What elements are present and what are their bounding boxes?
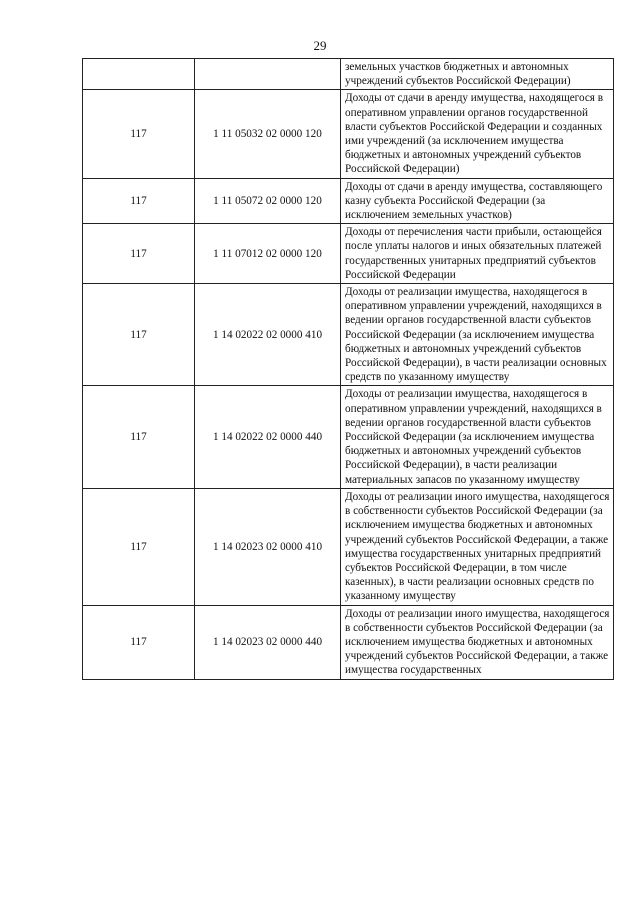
description-cell: Доходы от реализации иного имущества, находящегося в собственности субъектов Российской Федерации (за исключением имущества бюджетных и автономных учреждений субъектов Российской Федерации, а также имущества государственных унитарных предприятий субъектов Российской Федерации, в том числе казенных), в части реализации основных средств по указанному имуществу [341,488,614,605]
table-row [83,488,614,605]
admin-code-cell: 117 [83,488,195,605]
admin-code-cell: 117 [83,224,195,284]
table-row [83,90,614,178]
budget-code-cell: 1 11 05072 02 0000 120 [195,178,341,224]
admin-code-cell: 117 [83,605,195,679]
description-cell: Доходы от реализации имущества, находящегося в оперативном управлении учреждений, находящихся в ведении органов государственной власти субъектов Российской Федерации (за исключением имущества бюджетных и автономных учреждений субъектов Российской Федерации), в части реализации материальных запасов по указанному имуществу [341,386,614,488]
admin-code-cell: 117 [83,284,195,386]
description-cell: Доходы от перечисления части прибыли, остающейся после уплаты налогов и иных обязательных платежей государственных унитарных предприятий субъектов Российской Федерации [341,224,614,284]
table-row [83,284,614,386]
description-cell: Доходы от реализации имущества, находящегося в оперативном управлении учреждений, находящихся в ведении органов государственной власти субъектов Российской Федерации (за исключением имущества бюджетных и автономных учреждений субъектов Российской Федерации), в части реализации основных средств по указанному имуществу [341,284,614,386]
budget-code-cell: 1 14 02022 02 0000 440 [195,386,341,488]
table-row [83,59,614,90]
revenue-codes-table [82,58,614,680]
budget-code-cell [195,59,341,90]
description-cell: Доходы от сдачи в аренду имущества, составляющего казну субъекта Российской Федерации (за исключением земельных участков) [341,178,614,224]
admin-code-cell [83,59,195,90]
table-row [83,178,614,224]
budget-code-cell: 1 14 02022 02 0000 410 [195,284,341,386]
admin-code-cell: 117 [83,90,195,178]
description-cell: земельных участков бюджетных и автономных учреждений субъектов Российской Федерации) [341,59,614,90]
budget-code-cell: 1 14 02023 02 0000 410 [195,488,341,605]
table-row [83,386,614,488]
budget-code-cell: 1 11 05032 02 0000 120 [195,90,341,178]
table-row [83,224,614,284]
page-number: 29 [313,38,327,53]
description-cell: Доходы от сдачи в аренду имущества, находящегося в оперативном управлении органов государственной власти субъектов Российской Федерации и созданных ими учреждений (за исключением имущества бюджетных и автономных учреждений субъектов Российской Федерации) [341,90,614,178]
table-row [83,605,614,679]
admin-code-cell: 117 [83,386,195,488]
budget-code-cell: 1 14 02023 02 0000 440 [195,605,341,679]
budget-code-cell: 1 11 07012 02 0000 120 [195,224,341,284]
admin-code-cell: 117 [83,178,195,224]
description-cell: Доходы от реализации иного имущества, находящегося в собственности субъектов Российской Федерации (за исключением имущества бюджетных и автономных учреждений субъектов Российской Федерации, а также имущества государственных [341,605,614,679]
